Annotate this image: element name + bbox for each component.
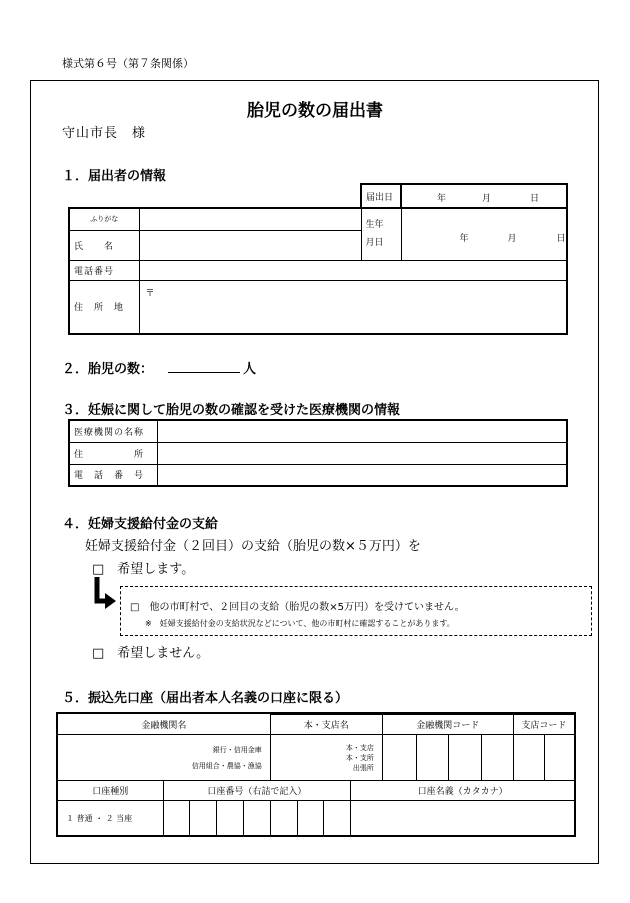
branch-code-header: 支店コード [513, 715, 574, 735]
account-number-digit[interactable] [190, 801, 217, 836]
account-number-header: 口座番号（右詰で記入） [163, 781, 351, 801]
institution-address-label: 住 所 [69, 442, 157, 464]
confirmation-note: ※ 妊婦支援給付金の支給状況などについて、他の市町村に確認することがあります。 [145, 619, 455, 628]
branch-code-digit[interactable] [544, 735, 574, 781]
filing-month: 月 [482, 194, 492, 204]
bank-code-digit[interactable] [482, 735, 514, 781]
birth-day: 日 [556, 234, 566, 244]
birth-label-2: 月日 [365, 238, 384, 249]
birth-year: 年 [459, 234, 469, 244]
section5-heading: ５．振込先口座（届出者本人名義の口座に限る） [62, 691, 349, 706]
name-field[interactable] [139, 230, 361, 260]
medical-institution-table [68, 419, 568, 487]
bank-code-digit[interactable] [416, 735, 449, 781]
postal-mark: 〒 [145, 288, 155, 299]
page-title: 胎児の数の届出書 [247, 101, 383, 121]
account-number-digit[interactable] [243, 801, 270, 836]
bank-name-field[interactable] [58, 735, 270, 781]
institution-label: 医療機関の名称 [69, 420, 157, 442]
bank-type-1: 銀行・信用金庫 [212, 745, 262, 754]
account-type-options[interactable]: １ 普通 ・ ２ 当座 [58, 801, 163, 836]
branch-type-2: 本・支所 [345, 753, 374, 762]
branch-name-field[interactable] [270, 735, 382, 781]
birth-label-1: 生年 [365, 220, 384, 231]
account-number-digit[interactable] [270, 801, 297, 836]
section2-heading: ２．胎児の数： [62, 362, 154, 377]
furigana-field[interactable] [139, 208, 361, 230]
form-number: 様式第６号（第７条関係） [62, 57, 194, 70]
account-number-digit[interactable] [217, 801, 244, 836]
branch-name-header: 本・支店名 [270, 715, 382, 735]
account-number-digit[interactable] [297, 801, 324, 836]
phone-field[interactable] [139, 260, 567, 280]
account-number-digit[interactable] [324, 801, 351, 836]
option-wish[interactable]: □ 希望します。 [92, 562, 195, 577]
account-holder-field[interactable] [351, 801, 574, 836]
address-label: 住 所 地 [69, 280, 139, 334]
furigana-label: ふりがな [69, 208, 139, 230]
fetus-count-field[interactable] [168, 372, 240, 373]
birth-date-field[interactable] [401, 208, 567, 260]
section4-heading: ４．妊婦支援給付金の支給 [62, 517, 219, 532]
section4-description: 妊婦支援給付金（２回目）の支給（胎児の数×５万円）を [85, 539, 421, 554]
filing-year: 年 [437, 194, 447, 204]
institution-phone-label: 電 話 番 号 [69, 464, 157, 486]
institution-field[interactable] [157, 420, 567, 442]
bank-code-digit[interactable] [449, 735, 482, 781]
other-city-check[interactable]: □ 他の市町村で、２回目の支給（胎児の数×5万円）を受けていません。 [130, 602, 465, 613]
branch-code-digit[interactable] [513, 735, 544, 781]
bank-code-header: 金融機関コード [382, 715, 513, 735]
section1-heading: １．届出者の情報 [62, 169, 167, 184]
branch-type-1: 本・支店 [345, 743, 374, 752]
institution-address-field[interactable] [157, 442, 567, 464]
address-field[interactable] [139, 280, 567, 334]
birth-label [361, 208, 401, 260]
addressee: 守山市長 様 [62, 126, 147, 141]
bank-code-digit[interactable] [382, 735, 416, 781]
arrow-down-right-icon [92, 577, 120, 611]
filing-date-table [360, 183, 568, 209]
section3-heading: ３．妊娠に関して胎児の数の確認を受けた医療機関の情報 [62, 403, 401, 418]
fetus-unit: 人 [243, 362, 257, 377]
applicant-table [68, 207, 568, 335]
birth-month: 月 [507, 234, 517, 244]
bank-table [56, 712, 576, 837]
filing-day: 日 [530, 194, 540, 204]
filing-date-label: 届出日 [361, 184, 401, 208]
account-type-header: 口座種別 [58, 781, 163, 801]
option-no-wish[interactable]: □ 希望しません。 [92, 646, 210, 661]
name-label: 氏 名 [69, 230, 139, 260]
account-holder-header: 口座名義（カタカナ） [351, 781, 574, 801]
bank-type-2: 信用組合・農協・漁協 [191, 761, 262, 770]
filing-date-field[interactable] [401, 184, 567, 208]
phone-label: 電話番号 [69, 260, 139, 280]
account-number-digit[interactable] [163, 801, 190, 836]
bank-name-header: 金融機関名 [58, 715, 270, 735]
branch-type-3: 出張所 [352, 763, 374, 772]
institution-phone-field[interactable] [157, 464, 567, 486]
